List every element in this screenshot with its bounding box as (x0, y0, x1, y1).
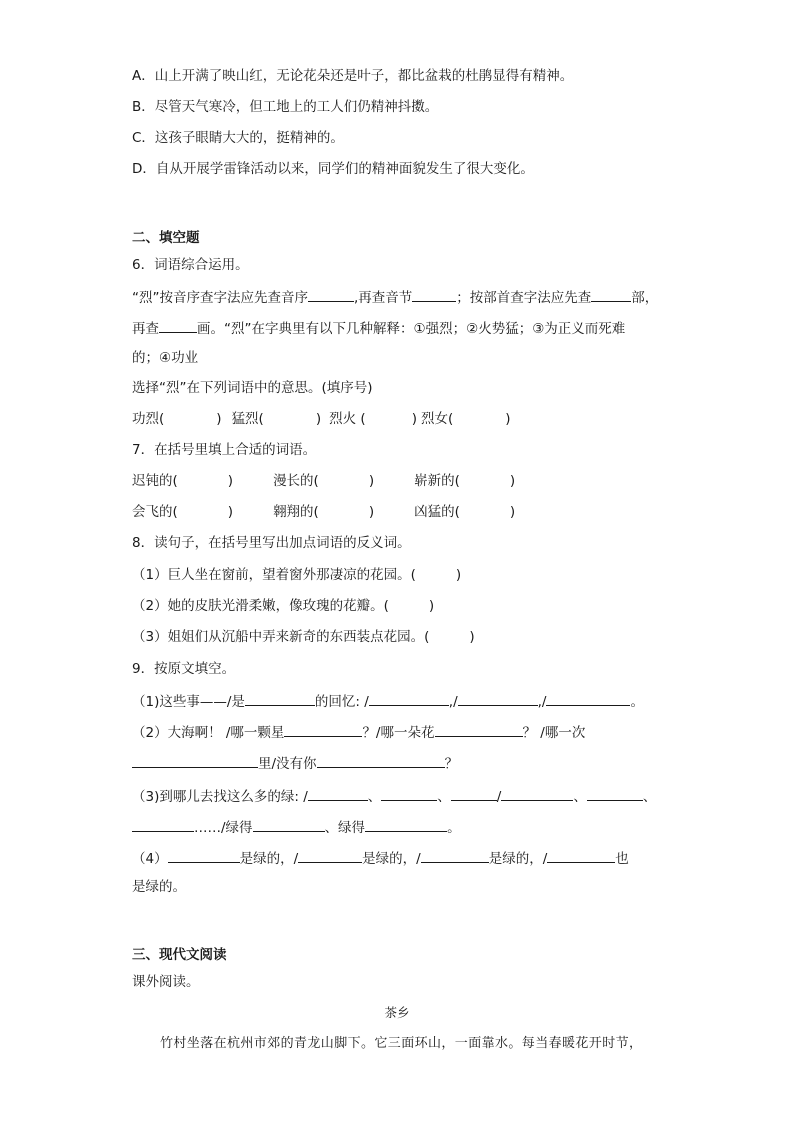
q9-a5: 。 (630, 694, 644, 710)
q9-blank-3h[interactable] (365, 817, 447, 832)
choice-a: A．山上开满了映山红，无论花朵还是叶子，都比盆栽的杜鹃显得有精神。 (132, 68, 574, 84)
q7-r1-close-1: ) (227, 473, 234, 489)
q6-l1d: 部， (631, 290, 659, 306)
q6-word-2: 猛烈( (231, 411, 264, 427)
q6-blank-yinxu[interactable] (308, 287, 354, 302)
q9-b3: ？ /哪一次 (522, 725, 586, 741)
q8-close-3: ) (469, 629, 475, 645)
q9-blank-3e[interactable] (587, 786, 643, 801)
q9-blank-2d[interactable] (317, 753, 445, 768)
q9-blank-3b[interactable] (381, 786, 437, 801)
q9-part-4-cont: 是绿的。 (132, 879, 186, 895)
q9-part-3 (132, 786, 656, 806)
q7-r2-close-2: ) (368, 504, 375, 520)
q6-line-1 (132, 287, 658, 307)
q9-blank-1a[interactable] (245, 691, 315, 706)
passage-line-1: 竹村坐落在杭州市郊的青龙山脚下。它三面环山，一面靠水。每当春暖花开时节， (160, 1036, 643, 1051)
q9-a2: 的回忆: / (314, 694, 369, 710)
q9-f2: 是绿的，/ (239, 851, 299, 867)
q8-sentence-2 (132, 597, 434, 615)
reading-intro: 课外阅读。 (132, 974, 200, 990)
q7-row-1 (132, 472, 515, 490)
q9-blank-4b[interactable] (298, 848, 362, 863)
q6-close-3: ) (411, 411, 417, 427)
q7-r2-w2: 翱翔的( (273, 504, 319, 520)
q9-part-1 (132, 691, 644, 711)
q8-close-1: ) (455, 567, 462, 583)
q9-c1: 里/没有你 (258, 756, 317, 772)
q7-r1-close-2: ) (368, 473, 375, 489)
q9-blank-3g[interactable] (253, 817, 325, 832)
q6-title: 6．词语综合运用。 (132, 257, 249, 273)
q9-comma-1: 、 (367, 789, 382, 805)
choice-b: B．尽管天气寒冷，但工地上的工人们仍精神抖擞。 (132, 99, 439, 115)
q6-l1b: ,再查音节 (354, 290, 413, 306)
q6-words-row (132, 410, 511, 428)
q9-d1: （3)到哪儿去找这么多的绿: / (132, 789, 308, 805)
q9-e2: 、绿得 (324, 820, 366, 836)
choice-d: D．自从开展学雷锋活动以来，同学们的精神面貌发生了很大变化。 (132, 161, 534, 177)
q6-word-3: 烈火 ( (329, 411, 366, 427)
q9-comma-3: 、 (573, 789, 587, 805)
q9-blank-4c[interactable] (421, 848, 489, 863)
q6-line-4: 选择“烈”在下列词语中的意思。(填序号) (132, 380, 373, 396)
q9-f4: 是绿的，/ (488, 851, 548, 867)
q9-b2: ？/哪一朵花 (362, 725, 435, 741)
q9-b1: （2）大海啊！ /哪一颗星 (132, 725, 285, 741)
q9-part-4 (132, 848, 629, 868)
q6-line-3: 的；④功业 (132, 350, 199, 366)
q9-blank-3f[interactable] (132, 817, 194, 832)
q7-r2-close-3: ) (509, 504, 516, 520)
passage-title: 茶乡 (384, 1005, 410, 1020)
q7-r1-close-3: ) (509, 473, 516, 489)
q6-line-2 (132, 318, 625, 338)
q9-a1: （1)这些事——/是 (132, 694, 245, 710)
q7-r1-w1: 迟钝的( (132, 473, 178, 489)
q9-comma-4: 、 (642, 789, 657, 805)
q9-blank-2c[interactable] (132, 753, 258, 768)
q9-blank-1b[interactable] (369, 691, 449, 706)
q9-blank-2b[interactable] (435, 722, 523, 737)
q9-e3: 。 (447, 820, 461, 836)
q8-sentence-3 (132, 628, 475, 646)
q6-blank-yinjie[interactable] (412, 287, 456, 302)
q8-s3-text: （3）姐姐们从沉船中弄来新奇的东西装点花园。( (132, 629, 430, 645)
q6-l1c: ；按部首查字法应先查 (456, 290, 592, 306)
q9-blank-4a[interactable] (168, 848, 240, 863)
q6-close-4: ) (505, 411, 511, 427)
q9-comma-2: 、 (437, 789, 451, 805)
q7-r2-w3: 凶猛的( (414, 504, 460, 520)
q7-r2-close-1: ) (227, 504, 234, 520)
q8-s1-text: （1）巨人坐在窗前，望着窗外那凄凉的花园。( (132, 567, 416, 583)
q9-part-2 (132, 722, 585, 742)
q6-word-4: 烈女( (420, 411, 454, 427)
q9-f3: 是绿的，/ (362, 851, 421, 867)
q6-blank-bushou[interactable] (591, 287, 631, 302)
q9-part-3-cont (132, 817, 461, 837)
q9-blank-1c[interactable] (458, 691, 538, 706)
q6-close-2: ) (315, 411, 322, 427)
q9-c2: ？ (444, 756, 459, 772)
q6-close-1: ) (216, 411, 222, 427)
q8-sentence-1 (132, 566, 461, 584)
q9-slash-1: / (496, 789, 502, 805)
section-3-title: 三、现代文阅读 (132, 947, 227, 963)
q7-title: 7．在括号里填上合适的词语。 (132, 442, 317, 458)
q9-blank-1d[interactable] (546, 691, 630, 706)
q8-title: 8．读句子，在括号里写出加点词语的反义词。 (132, 535, 411, 551)
q6-l2a: 再查 (132, 321, 159, 337)
q7-r2-w1: 会飞的( (132, 504, 178, 520)
q9-title: 9．按原文填空。 (132, 661, 236, 677)
q9-f5: 也 (615, 851, 629, 867)
q6-l2b: 画。“烈”在字典里有以下几种解释：①强烈；②火势猛；③为正义而死难 (197, 321, 626, 337)
q9-a3: ,/ (448, 694, 458, 710)
q9-blank-4d[interactable] (547, 848, 615, 863)
q6-l1a: “烈”按音序查字法应先查音序 (132, 290, 308, 306)
q7-r1-w2: 漫长的( (273, 473, 319, 489)
q7-row-2 (132, 503, 515, 521)
q9-f1: （4） (132, 851, 168, 867)
q9-a4: ,/ (537, 694, 547, 710)
q8-s2-text: （2）她的皮肤光滑柔嫩，像玫瑰的花瓣。( (132, 598, 389, 614)
q9-e1: ……/绿得 (194, 820, 253, 836)
section-2-title: 二、填空题 (132, 230, 200, 246)
q9-blank-3c[interactable] (451, 786, 497, 801)
q9-blank-2a[interactable] (284, 722, 362, 737)
q6-word-1: 功烈( (132, 411, 165, 427)
q6-blank-bihua[interactable] (159, 318, 197, 333)
q9-blank-3a[interactable] (308, 786, 368, 801)
q7-r1-w3: 崭新的( (414, 473, 460, 489)
choice-c: C．这孩子眼睛大大的，挺精神的。 (132, 130, 344, 146)
q9-blank-3d[interactable] (501, 786, 573, 801)
q9-part-2-cont (132, 753, 458, 773)
q8-close-2: ) (428, 598, 435, 614)
